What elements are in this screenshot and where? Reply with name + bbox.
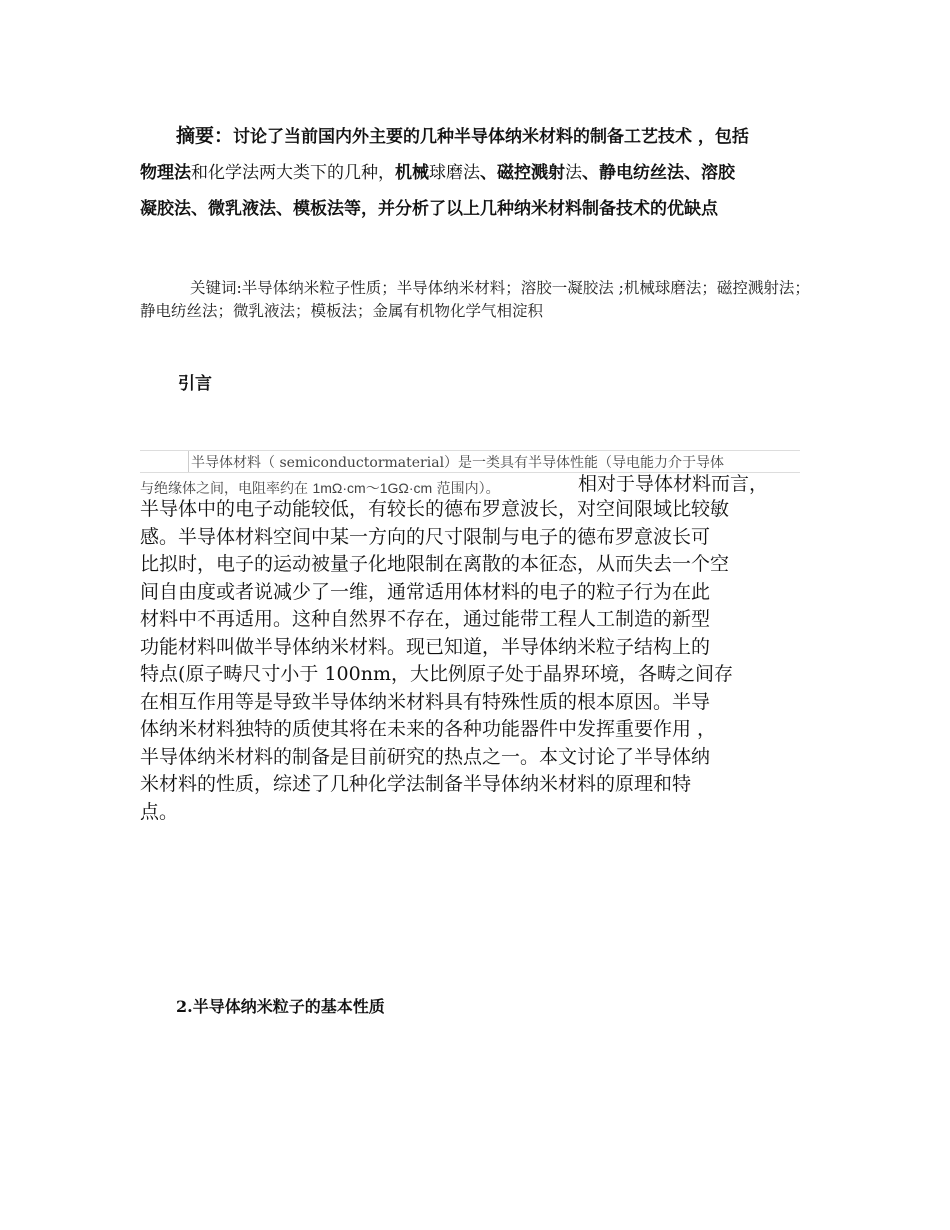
intro-heading: 引言 xyxy=(178,374,212,394)
body-line: 比拟时，电子的运动被量子化地限制在离散的本征态，从而失去一个空 xyxy=(140,553,730,575)
body-line: 功能材料叫做半导体纳米材料。现已知道，半导体纳米粒子结构上的 xyxy=(140,635,711,658)
body-line: 材料中不再适用。这种自然界不存在，通过能带工程人工制造的新型 xyxy=(140,608,711,630)
abstract-text-3: 和化学法两大类下的几种， xyxy=(191,163,395,183)
abstract-text-9: 凝胶法、微乳液法、模板法等，并分析了以上几种纳米材料制备技术的优缺点 xyxy=(140,199,718,219)
body-line: 间自由度或者说减少了一维，通常适用体材料的电子的粒子行为在此 xyxy=(140,580,711,603)
abstract-text-2: 物理法 xyxy=(140,163,191,183)
abstract-text-8: 、静电纺丝法、溶胶 xyxy=(582,163,735,183)
body-text-start: 相对于导体材料而言， xyxy=(578,473,769,495)
body-line: 在相互作用等是导致半导体纳米材料具有特殊性质的根本原因。半导 xyxy=(140,690,711,713)
abstract-label: 摘要： xyxy=(176,125,234,147)
section-2-heading: 2.半导体纳米粒子的基本性质 xyxy=(176,997,385,1016)
body-line: 体纳米材料独特的质使其将在未来的各种功能器件中发挥重要作用 ， xyxy=(140,718,717,740)
keywords-text: 关键词:半导体纳米粒子性质；半导体纳米材料；溶胶一凝胶法 ;机械球磨法；磁控溅射法；静电纺丝法；微乳液法；模板法；金属有机物化学气相淀积 xyxy=(140,279,810,320)
definition-line-2-a: 与绝缘体之间，电阻率约在 xyxy=(140,481,313,497)
body-line: 特点(原子畴尺寸小于 100nm，大比例原子处于晶界环境，各畴之间存 xyxy=(140,663,733,685)
body-line: 半导体纳米材料的制备是目前研究的热点之一。本文讨论了半导体纳 xyxy=(140,745,711,768)
body-line: 点。 xyxy=(140,800,179,823)
definition-frame-lead xyxy=(140,451,189,472)
intro-body-paragraph xyxy=(140,496,805,826)
abstract-text-6: 、磁控溅射 xyxy=(480,163,565,183)
abstract-text-4: 机械 xyxy=(395,163,429,183)
body-line: 米材料的性质，综述了几种化学法制备半导体纳米材料的原理和特 xyxy=(140,773,692,795)
abstract-text-5: 球磨法 xyxy=(429,163,480,183)
definition-line-2-b: 范围内）。 xyxy=(432,481,500,497)
body-line: 半导体中的电子动能较低，有较长的德布罗意波长，对空间限域比较敏 xyxy=(140,498,730,520)
abstract-text-1: 讨论了当前国内外主要的几种半导体纳米材料的制备工艺技术 ，包括 xyxy=(233,127,749,147)
resistivity-range: 1mΩ·cm～1GΩ·cm xyxy=(312,480,433,496)
definition-line-2 xyxy=(140,478,500,498)
definition-line-1: 半导体材料（ semiconductormaterial）是一类具有半导体性能（导电能力介于导体 xyxy=(191,455,725,471)
body-line: 感。半导体材料空间中某一方向的尺寸限制与电子的德布罗意波长可 xyxy=(140,525,711,548)
abstract-paragraph xyxy=(140,118,820,227)
keywords-paragraph xyxy=(140,277,820,323)
abstract-text-7: 法 xyxy=(565,163,582,183)
